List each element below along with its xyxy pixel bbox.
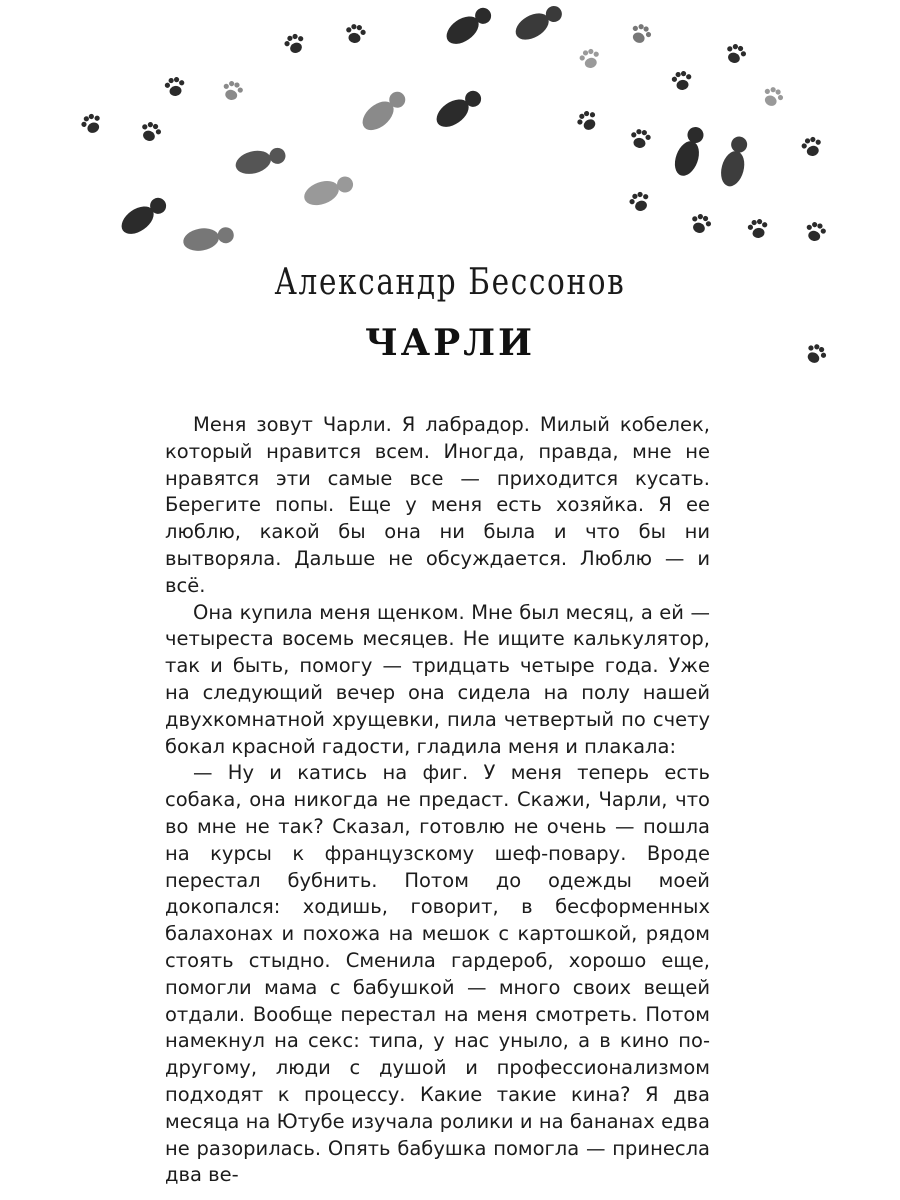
- author-name: Александр Бессонов: [274, 262, 626, 303]
- paragraph: — Ну и катись на фиг. У меня теперь есть собака, она никогда не предаст. Скажи, Чарли, что во мне не так? Сказал, готовлю не очень — пошла на курсы к французскому шеф-повару. Вроде перестал бубнить. Потом до одежды моей докопался: ходишь, говорит, в бесформенных балахонах и похожа на мешок с картошкой, рядом стоять стыдно. Сменила гардероб, хорошо еще, помогли мама с бабушкой — много своих вещей отдали. Вообще перестал на меня смотреть. Потом намекнул на секс: типа, у нас уныло, а в кино по-другому, люди с душой и профессионализмом подходят к процессу. Какие такие кина? Я два месяца на Ютубе изучала ролики и на бананах едва не разорилась. Опять бабушка помогла — принесла два ве-: [165, 761, 710, 1187]
- footprints-illustration: [0, 0, 900, 440]
- paragraph: Меня зовут Чарли. Я лабрадор. Милый кобелек, который нравится всем. Иногда, правда, мне не нравятся эти самые все — приходится кусать. Берегите попы. Еще у меня есть хозяйка. Я ее люблю, какой бы она ни была и что бы ни вытворяла. Дальше не обсуждается. Люблю — и всё.: [165, 413, 710, 597]
- shoe-prints: [117, 0, 752, 253]
- story-text: [165, 412, 710, 1189]
- paragraph: Она купила меня щенком. Мне был месяц, а ей — четыреста восемь месяцев. Не ищите калькулятор, так и быть, помогу — тридцать четыре года. Уже на следующий вечер она сидела на полу нашей двухкомнатной хрущевки, пила четвертый по счету бокал красной гадости, гладила меня и плакала:: [165, 600, 710, 758]
- story-title: ЧАРЛИ: [364, 322, 536, 364]
- paw-prints: [79, 21, 829, 367]
